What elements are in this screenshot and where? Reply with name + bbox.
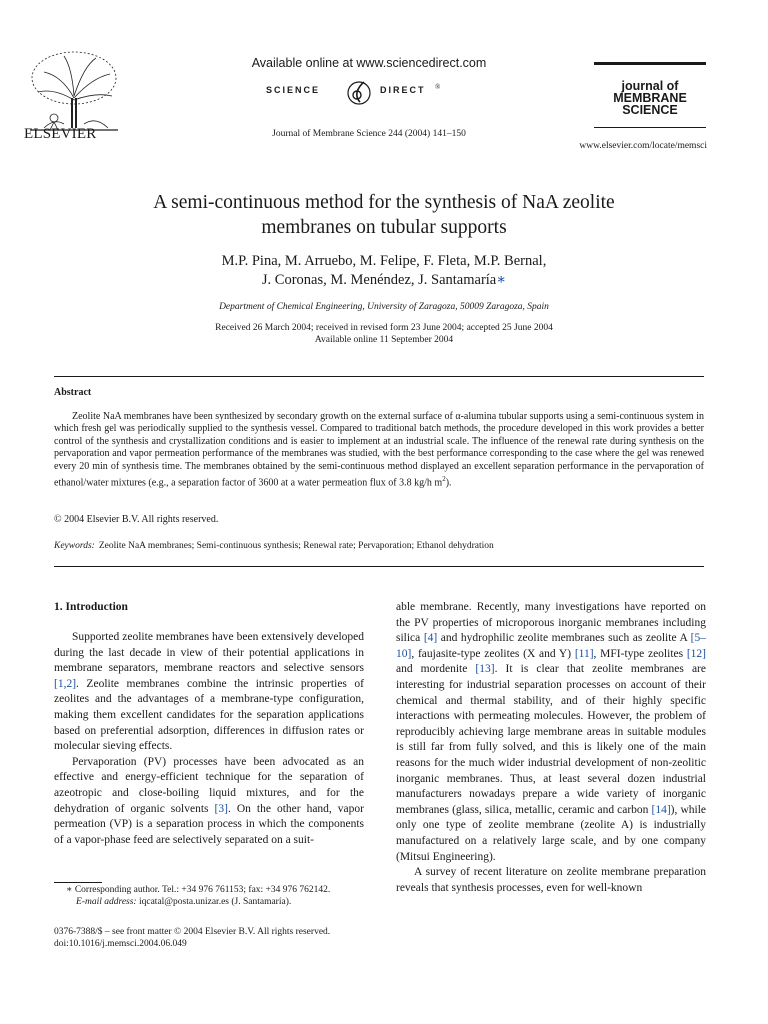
paragraph-text: . It is clear that zeolite membranes are interesting for industrial separation processes on account of their chemical and thermal stability, and of their highly specific interactions with permeating molecules. However, the problem of reproducibly achieving large membrane areas in suitable modules is still far from fully solved, and this is likely one of the main reasons for the much wider industrial development of non-zeolitic inorganic membranes. Thus, at least several dozen industrial manufacturers nowadays prepare a wide variety of inorganic membranes (glass, silica, metallic, ceramic and carbon: [396, 663, 706, 816]
right-column: [396, 600, 706, 896]
citation-link[interactable]: [11]: [574, 647, 594, 660]
abstract-bottom-rule: [54, 566, 704, 567]
abstract-superscript: 2: [442, 475, 446, 484]
journal-citation: Journal of Membrane Science 244 (2004) 141–150: [272, 129, 466, 139]
paragraph-text: Pervaporation (PV) processes have been advocated as an effective and energy-efficient technique for the separation of azeotropic and close-boiling liquid mixtures, and for the dehydration of organic solvents: [54, 755, 364, 815]
journal-logo-line: journal of: [621, 79, 679, 93]
paragraph-text: , MFI-type zeolites: [593, 647, 687, 660]
journal-logo-bottom-rule: [594, 127, 706, 128]
front-matter: [54, 926, 384, 951]
paragraph-text: and hydrophilic zeolite membranes such as zeolite A: [437, 632, 691, 645]
paragraph: A survey of recent literature on zeolite membrane preparation reveals that synthesis processes, even for well-known: [396, 866, 706, 894]
journal-logo-line: SCIENCE: [622, 103, 678, 117]
section-heading-introduction: 1. Introduction: [54, 601, 128, 613]
paragraph: [396, 600, 706, 865]
footnote: [54, 884, 374, 909]
citation-link[interactable]: [5–10]: [396, 632, 706, 660]
available-date: Available online 11 September 2004: [314, 334, 454, 345]
keywords-label: Keywords:: [54, 541, 95, 551]
corresponding-author-note: ∗ Corresponding author. Tel.: +34 976 761153; fax: +34 976 762142.: [66, 885, 331, 895]
title-line: membranes on tubular supports: [261, 217, 507, 238]
authors-line: J. Coronas, M. Menéndez, J. Santamaría: [261, 272, 497, 288]
paragraph: [54, 630, 364, 755]
elsevier-tree-logo: [24, 48, 124, 132]
sd-registered-mark: ®: [435, 83, 441, 91]
paragraph-text: ), while only one type of zeolite membrane (zeolite A) is industrially manufactured on a relatively large scale, and by one company (Mitsui Engineering).: [396, 803, 706, 863]
journal-logo-top-rule: [594, 62, 706, 65]
citation-link[interactable]: [3]: [214, 802, 228, 815]
title-line: A semi-continuous method for the synthesis of NaA zeolite: [153, 192, 615, 213]
keywords: [54, 541, 494, 551]
email-address[interactable]: iqcatal@posta.unizar.es (J. Santamaría).: [136, 897, 292, 908]
journal-logo-line: MEMBRANE: [613, 91, 687, 105]
abstract-copyright: © 2004 Elsevier B.V. All rights reserved.: [54, 514, 219, 525]
citation-link[interactable]: [14]: [651, 803, 671, 816]
abstract-text: Zeolite NaA membranes have been synthesized by secondary growth on the external surface of α-alumina tubular supports using a semi-continuous system in which fresh gel was periodically supplied to the synthesis vessel. Compared to traditional batch methods, the procedure developed in this work provides a better control of the synthesis and crystallization conditions and is easier to implement at an industrial scale. The influence of the renewal rate during synthesis on the pervaporation and vapor permeation performance of the membranes was studied, with the best performance corresponding to the case where the gel was renewed every 20 min of synthesis time. The membranes obtained by the semi-continuous method displayed an excellent separation performance in the pervaporation of ethanol/water mixtures (e.g., a separation factor of 3600 at a water permeation flux of 3.8 kg/h m: [54, 411, 704, 489]
left-column: [54, 630, 364, 848]
abstract-text-end: ).: [445, 477, 452, 489]
author-list: [60, 252, 708, 290]
abstract-body: [54, 411, 704, 490]
abstract-top-rule: [54, 376, 704, 377]
citation-link[interactable]: [4]: [423, 632, 438, 645]
abstract-heading: Abstract: [54, 387, 92, 398]
sd-left-word: SCIENCE: [266, 85, 321, 95]
available-online-text: Available online at www.sciencedirect.com: [251, 56, 487, 70]
sciencedirect-d-icon: [344, 78, 374, 106]
received-dates: Received 26 March 2004; received in revised form 23 June 2004; accepted 25 June 2004: [215, 323, 553, 333]
sciencedirect-logo: [230, 78, 510, 106]
corresponding-author-link[interactable]: ∗: [496, 272, 507, 288]
citation-link[interactable]: [13]: [475, 663, 495, 676]
sd-right-word: DIRECT: [380, 85, 426, 95]
article-title: [60, 190, 708, 240]
article-dates: [60, 323, 708, 346]
issn-line: 0376-7388/$ – see front matter © 2004 Elsevier B.V. All rights reserved.: [54, 927, 331, 937]
citation-link[interactable]: [1,2]: [54, 677, 77, 690]
keywords-list: Zeolite NaA membranes; Semi-continuous synthesis; Renewal rate; Pervaporation; Ethanol dehydration: [98, 541, 494, 551]
paragraph-text: Supported zeolite membranes have been extensively developed during the last decade in view of their potential applications in membrane separators, membrane reactors and selective sensors: [54, 631, 364, 675]
publisher-name: ELSEVIER: [24, 126, 97, 142]
paragraph-text: . Zeolite membranes combine the intrinsic properties of zeolites and the advantages of a membrane-type configuration, making them excellent candidates for the separation applications based on preferential adsorption, differences in diffusion rates or molecular sieving effects.: [54, 677, 364, 753]
journal-url[interactable]: www.elsevier.com/locate/memsci: [579, 141, 707, 151]
authors-line: M.P. Pina, M. Arruebo, M. Felipe, F. Fleta, M.P. Bernal,: [221, 253, 547, 269]
journal-logo: [594, 80, 706, 116]
authors-line-2: [60, 271, 708, 290]
email-note: [54, 896, 374, 908]
footnote-rule: [54, 882, 102, 883]
doi-line[interactable]: doi:10.1016/j.memsci.2004.06.049: [54, 939, 187, 950]
email-label: E-mail address:: [76, 897, 137, 908]
paragraph-text: and mordenite: [396, 663, 476, 676]
paragraph-text: , faujasite-type zeolites (X and Y): [411, 647, 575, 660]
affiliation: Department of Chemical Engineering, University of Zaragoza, 50009 Zaragoza, Spain: [219, 302, 549, 312]
paragraph-text: . On the other hand, vapor permeation (VP) is a separation process in which the components of a vapor-phase feed are selectively separated on a suit-: [54, 802, 364, 846]
citation-link[interactable]: [12]: [686, 647, 707, 660]
paragraph-text: able membrane. Recently, many investigations have reported on the PV properties of microporous inorganic membranes including silica: [396, 601, 706, 645]
paragraph: [54, 755, 364, 849]
